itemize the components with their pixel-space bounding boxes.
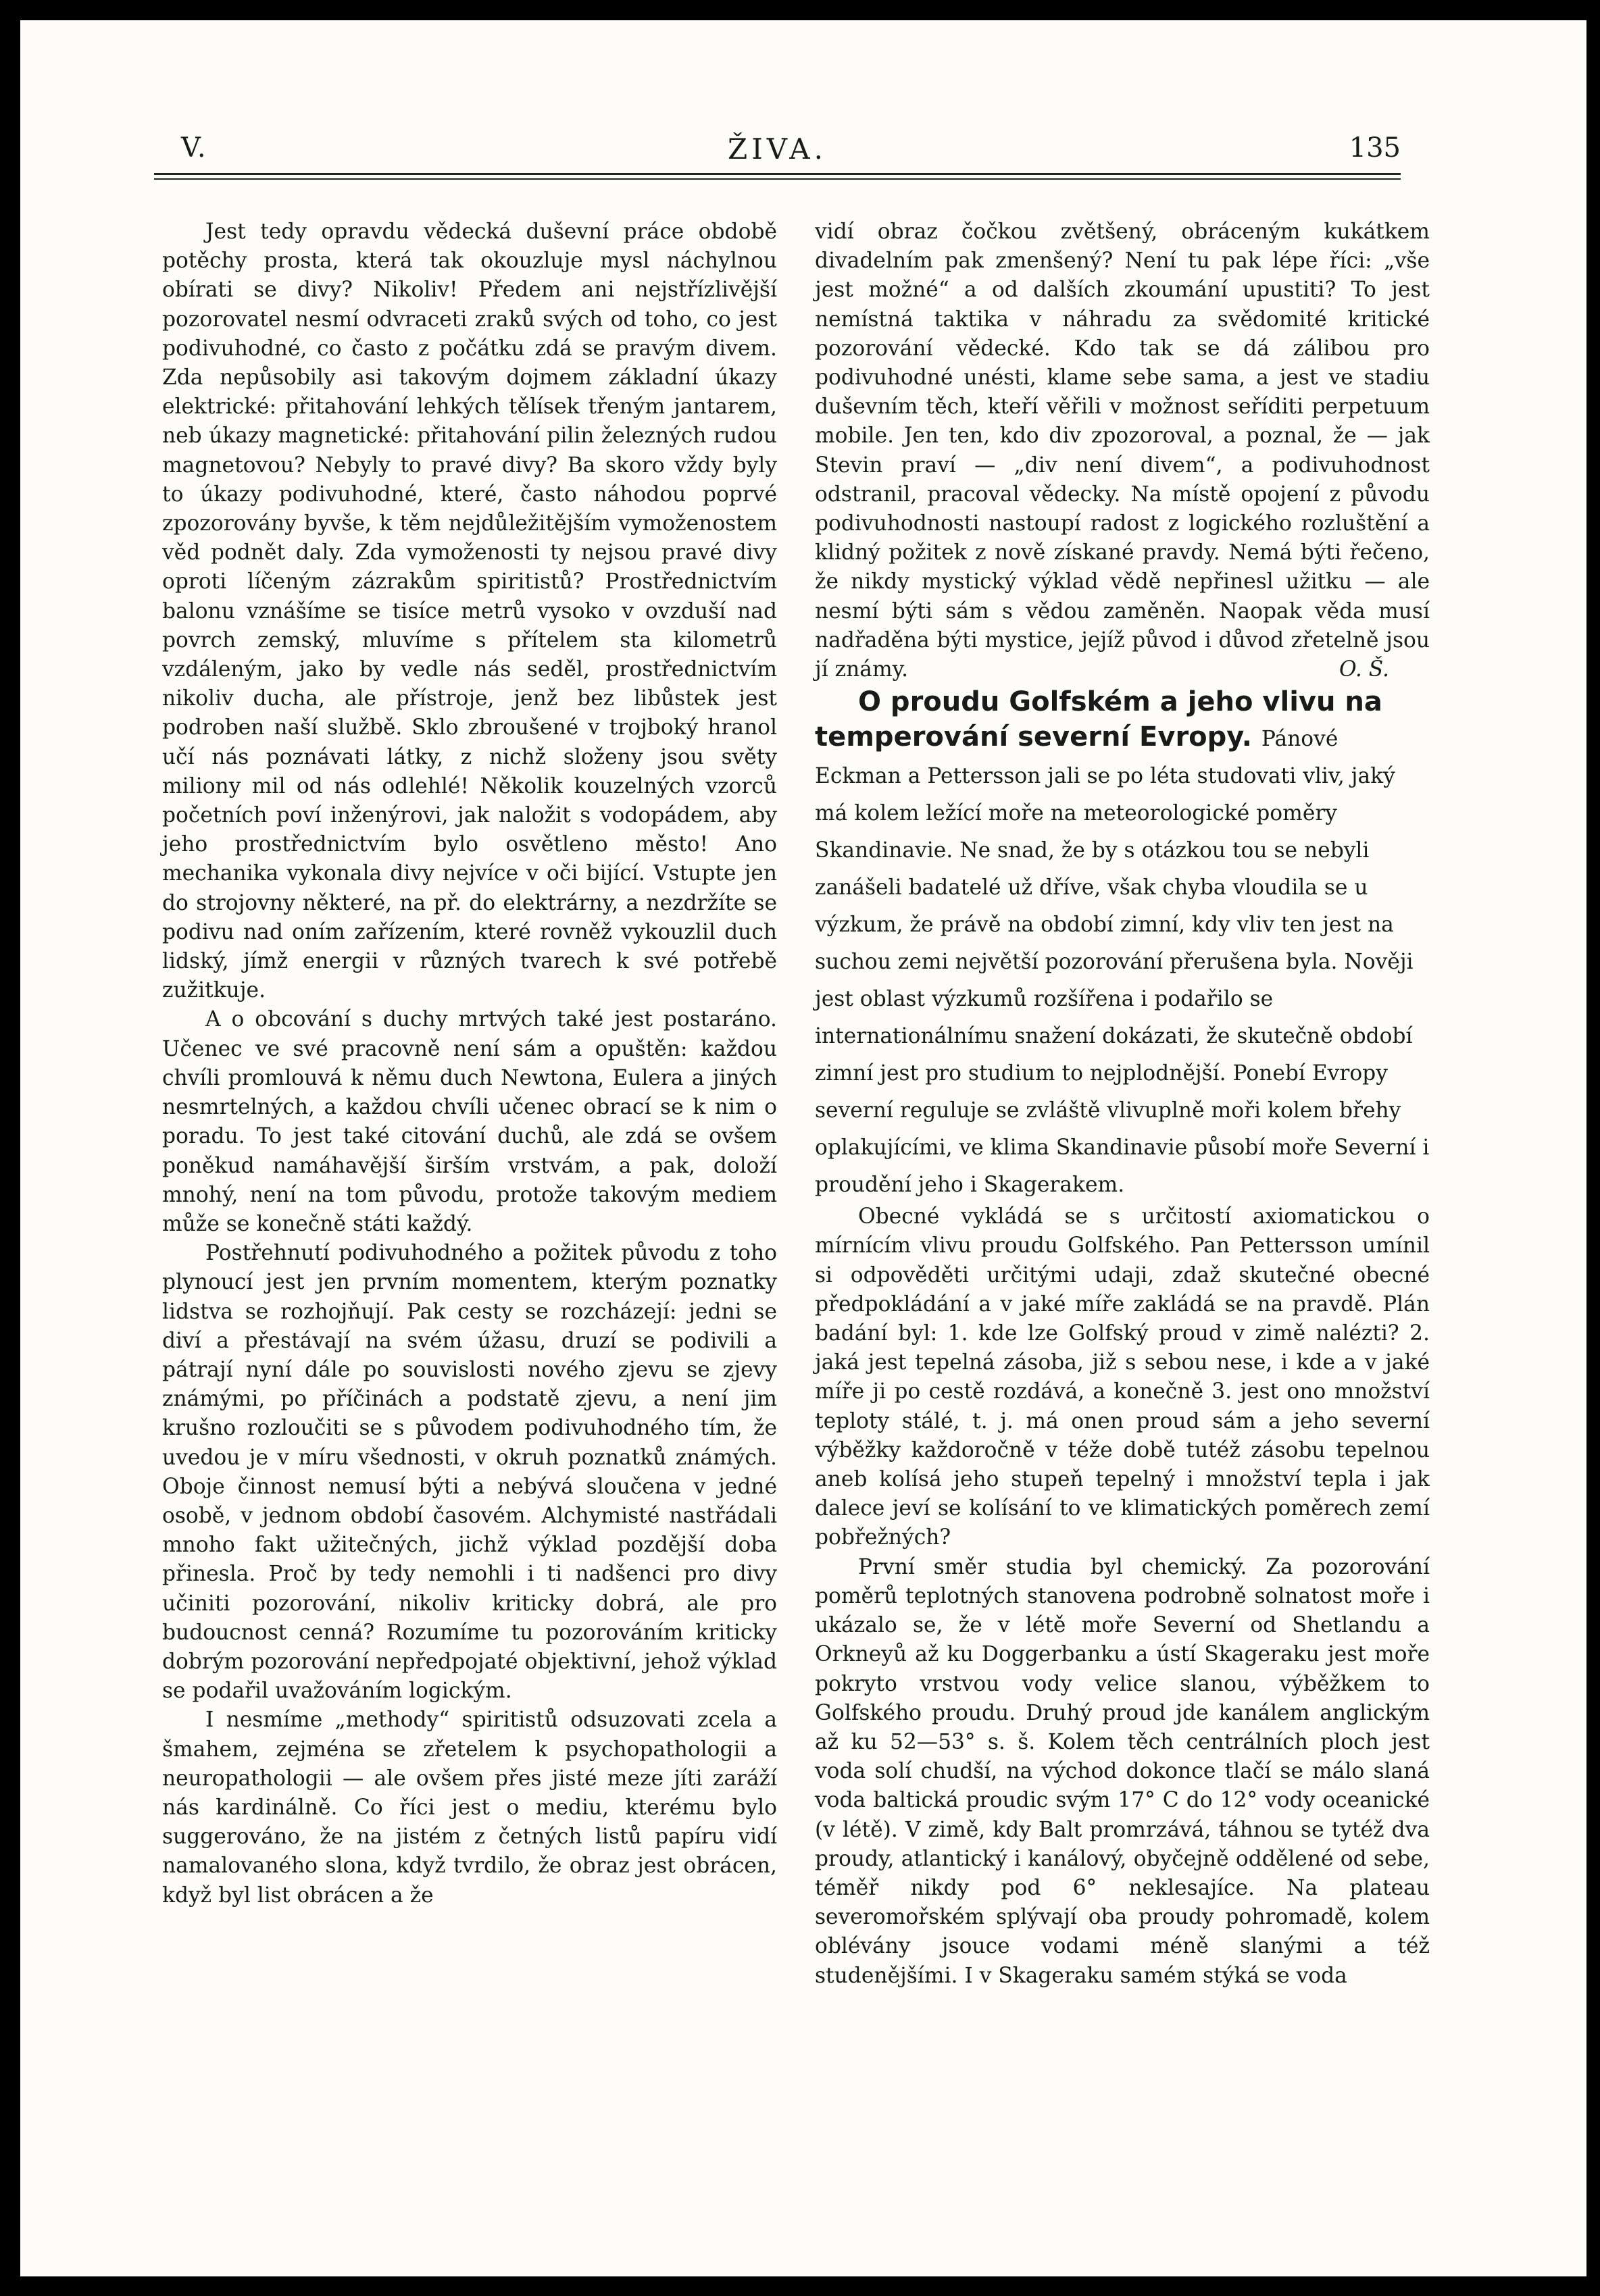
journal-title: ŽIVA. xyxy=(728,132,827,165)
paragraph: I nesmíme „methody“ spiritistů odsuzovati zcela a šmahem, zejména se zřetelem k psychopathologii a neuropathologii — ale ovšem přes jisté meze jíti zaráží nás kardinálně. Co říci jest o mediu, kterému bylo suggerováno, že na jistém z četných listů papíru vidí namalovaného slona, když tvrdilo, že obraz jest obrácen, když byl list obrácen a že xyxy=(162,1708,777,1908)
right-column xyxy=(815,218,1430,1991)
paragraph: A o obcování s duchy mrtvých také jest postaráno. Učenec ve své pracovně není sám a opuštěn: každou chvíli promlouvá k němu duch Newtona, Eulera a jiných nesmrtelných, a každou chvíli učenec obrací se k nim o poradu. To jest také citování duchů, ale zdá se ovšem poněkud namáhavější širším vrstvám, a pak, doloží mnohý, není na tom původu, protože takovým mediem může se konečně státi každý. xyxy=(162,1007,777,1236)
paragraph: První směr studia byl chemický. Za pozorování poměrů teplotných stanovena podrobně solnatost moře i ukázalo se, že v létě moře Severní od Shetlandu a Orkneyů až ku Doggerbanku a ústí Skageraku jest moře pokryto vrstvou vody velice slanou, výběžkem to Golfského proudu. Druhý proud jde kanálem anglickým až ku 52—53° s. š. Kolem těch centrálních ploch jest voda solí chudší, na východ dokonce tlačí se málo slaná voda baltická proudic svým 17° C do 12° vody oceanické (v létě). V zimě, kdy Balt promrzává, táhnou se tytéž dva proudy, atlantický i kanálový, obyčejně oddělené od sebe, téměř nikdy pod 6° neklesajíce. Na plateau severomořském splývají oba proudy pohromadě, kolem oblévány jsouce vodami méně slanými a též studenějšími. I v Skageraku samém stýká se voda xyxy=(815,1554,1430,1988)
left-column xyxy=(162,218,777,1910)
paragraph: Obecné vykládá se s určitostí axiomatickou o mírnícím vlivu proudu Golfského. Pan Pettersson umínil si odpověděti určitými udaji, zdaž skutečné obecné předpokládání a v jaké míře zakládá se na pravdě. Plán badání byl: 1. kde lze Golfský proud v zimě nalézti? 2. jaká jest tepelná zásoba, již s sebou nese, i kde a v jaké míře ji po cestě rozdává, a konečně 3. jest ono množství teploty stálé, t. j. má onen proud sám a jeho severní výběžky každoročně v téže době tutéž zásobu tepelnou aneb kolísá jeho stupeň tepelný i množství tepla i jak dalece jeví se kolísání to ve klimatických poměrech zemí pobřežných? xyxy=(815,1204,1430,1550)
paragraph: Postřehnutí podivuhodného a požitek původu z toho plynoucí jest jen prvním momentem, kterým poznatky lidstva se rozhojňují. Pak cesty se rozcházejí: jedni se diví a přestávají na svém úžasu, druzí se podivili a pátrají nyní dále po souvislosti nového zjevu se zjevy známými, po příčinách a podstatě zjevu, a není jim krušno rozloučiti se s původem podivuhodného tím, že uvedou je v míru všednosti, v okruh poznatků známých. Oboje činnost nemusí býti a nebývá sloučena v jedné osobě, v jednom období časovém. Alchymisté nastřádali mnoho fakt užitečných, jichž výklad pozdější doba přinesla. Proč by tedy nemohli i ti nadšenci pro divy učiniti pozorování, nikoliv kriticky dobrá, ale pro budoucnost cenná? Rozumíme tu pozorováním kriticky dobrým pozorování nepředpojaté objektivní, jehož výklad se podařil uvažováním logickým. xyxy=(162,1241,777,1704)
author-signature: O. Š. xyxy=(1339,657,1389,682)
section-title: O proudu Golfském a jeho vlivu na temperování severní Evropy. xyxy=(815,686,1382,753)
header-rule-thin xyxy=(154,178,1401,180)
paragraph: Jest tedy opravdu vědecká duševní práce obdobě potěchy prosta, která tak okouzluje mysl náchylnou obírati se divy? Nikoliv! Předem ani nejstřízlivější pozorovatel nesmí odvraceti zraků svých od toho, co jest podivuhodné, co často z počátku zdá se pravým divem. Zda nepůsobily asi takovým dojmem základní úkazy elektrické: přitahování lehkých tělísek třeným jantarem, neb úkazy magnetické: přitahování pilin železných rudou magnetovou? Nebyly to pravé divy? Ba skoro vždy byly to úkazy podivuhodné, které, často náhodou poprvé zpozorovány byvše, k těm nejdůležitějším vymoženostem věd podnět daly. Zda vymoženosti ty nejsou pravé divy oproti líčeným zázrakům spiritistů? Prostřednictvím balonu vznášíme se tisíce metrů vysoko v ovzduší nad povrch zemský, mluvíme s přítelem sta kilometrů vzdáleným, jako by vedle nás seděl, prostřednictvím nikoliv ducha, ale přístroje, jenž bez libůstek jest podroben naší službě. Sklo zbroušené v trojboký hranol učí nás poznávati látky, z nichž složeny jsou světy miliony mil od nás odlehlé! Několik kouzelných vzorců početních poví inženýrovi, jak naložit s vodopádem, aby jeho prostřednictvím bylo osvětleno město! Ano mechanika vykonala divy nejvíce v oči bijící. Vstupte jen do strojovny některé, na př. do elektrárny, a nezdržíte se podivu nad oním zařízením, které rovněž vykouzlil duch lidský, jímž energii v různých tvarech k své potřebě zužitkuje. xyxy=(162,220,777,1003)
paragraph xyxy=(815,218,1430,684)
volume-number: V. xyxy=(181,132,207,163)
header-rule xyxy=(154,173,1401,175)
page-number: 135 xyxy=(1349,132,1401,163)
paragraph-text: vidí obraz čočkou zvětšený, obráceným kukátkem divadelním pak zmenšený? Není tu pak lépe říci: „vše jest možné“ a od dalších zkoumání upustiti? To jest nemístná taktika v náhradu za svědomité kritické pozorování vědecké. Kdo tak se dá zálibou pro podivuhodné unésti, klame sebe sama, a jest ve stadiu duševním těch, kteří věřili v možnost seříditi perpetuum mobile. Jen ten, kdo div zpozoroval, a poznal, že — jak Stevin praví — „div není divem“, a podivuhodnost odstranil, pracoval vědecky. Na místě opojení z původu podivuhodnosti nastoupí radost z logického rozluštění a klidný požitek z nově získané pravdy. Nemá býti řečeno, že nikdy mystický výklad vědě nepřinesl užitku — ale nesmí býti sám s vědou zaměněn. Naopak věda musí nadřaděna býti mystice, jejíž původ i důvod zřetelně jsou jí známy. xyxy=(815,220,1430,682)
article-heading xyxy=(815,684,1430,1202)
running-header xyxy=(154,132,1401,173)
section-lead-text: Pánové Eckman a Pettersson jali se po léta studovati vliv, jaký má kolem ležící moře na meteorologické poměry Skandinavie. Ne snad, že by s otázkou tou se nebyli zanášeli badatelé už dříve, však chyba vloudila se u výzkum, že právě na období zimní, kdy vliv ten jest na suchou zemi největší pozorování přerušena byla. Nověji jest oblast výzkumů rozšířena i podařilo se internationálnímu snažení dokázati, že skutečně období zimní jest pro studium to nejplodnější. Ponebí Evropy severní reguluje se zvláště vlivuplně moři kolem břehy oplakujícími, ve klima Skandinavie působí moře Severní i proudění jeho i Skagerakem. xyxy=(815,727,1430,1198)
